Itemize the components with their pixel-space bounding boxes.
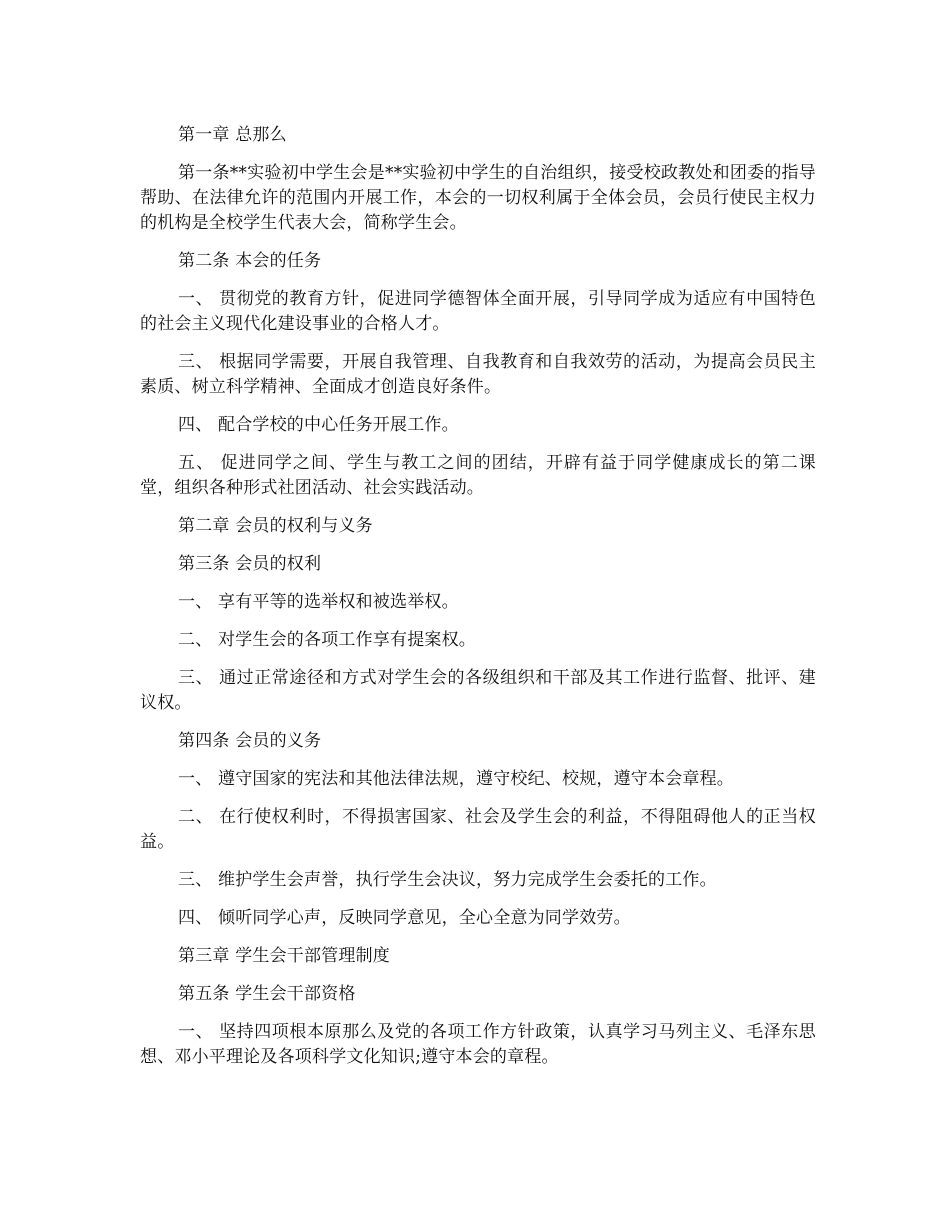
list-item: 四、 配合学校的中心任务开展工作。 — [178, 415, 459, 435]
article-heading: 第三条 会员的权利 — [178, 554, 322, 574]
list-item: 三、 根据同学需要，开展自我管理、自我教育和自我效劳的活动，为提高会员民主素质、树立科学精神、全面成才创造良好条件。 — [140, 352, 816, 397]
list-item: 一、 享有平等的选举权和被选举权。 — [178, 592, 459, 612]
article-heading: 第五条 学生会干部资格 — [178, 984, 356, 1004]
list-item: 一、 遵守国家的宪法和其他法律法规，遵守校纪、校规，遵守本会章程。 — [178, 769, 735, 789]
list-item: 四、 倾听同学心声，反映同学意见，全心全意为同学效劳。 — [178, 908, 631, 928]
article-heading: 第四条 会员的义务 — [178, 731, 322, 751]
list-item: 二、 对学生会的各项工作享有提案权。 — [178, 630, 477, 650]
list-item: 三、 通过正常途径和方式对学生会的各级组织和干部及其工作进行监督、批评、建议权。 — [140, 668, 816, 713]
chapter-heading: 第一章 总那么 — [178, 125, 287, 145]
article-heading: 第二条 本会的任务 — [178, 251, 322, 271]
document-body — [140, 123, 816, 1083]
list-item: 二、 在行使权利时，不得损害国家、社会及学生会的利益，不得阻碍他人的正当权益。 — [140, 807, 816, 852]
chapter-heading: 第三章 学生会干部管理制度 — [178, 946, 391, 966]
chapter-heading: 第二章 会员的权利与义务 — [178, 516, 373, 536]
list-item: 一、 贯彻党的教育方针，促进同学德智体全面开展，引导同学成为适应有中国特色的社会主义现代化建设事业的合格人才。 — [140, 289, 816, 334]
list-item: 一、 坚持四项根本原那么及党的各项工作方针政策，认真学习马列主义、毛泽东思想、邓小平理论及各项科学文化知识;遵守本会的章程。 — [140, 1022, 816, 1067]
list-item: 五、 促进同学之间、学生与教工之间的团结，开辟有益于同学健康成长的第二课堂，组织各种形式社团活动、社会实践活动。 — [140, 453, 816, 498]
article-paragraph: 第一条**实验初中学生会是**实验初中学生的自治组织，接受校政教处和团委的指导帮助、在法律允许的范围内开展工作，本会的一切权利属于全体会员，会员行使民主权力的机构是全校学生代表大会，简称学生会。 — [140, 163, 816, 233]
list-item: 三、 维护学生会声誉，执行学生会决议，努力完成学生会委托的工作。 — [178, 870, 717, 890]
